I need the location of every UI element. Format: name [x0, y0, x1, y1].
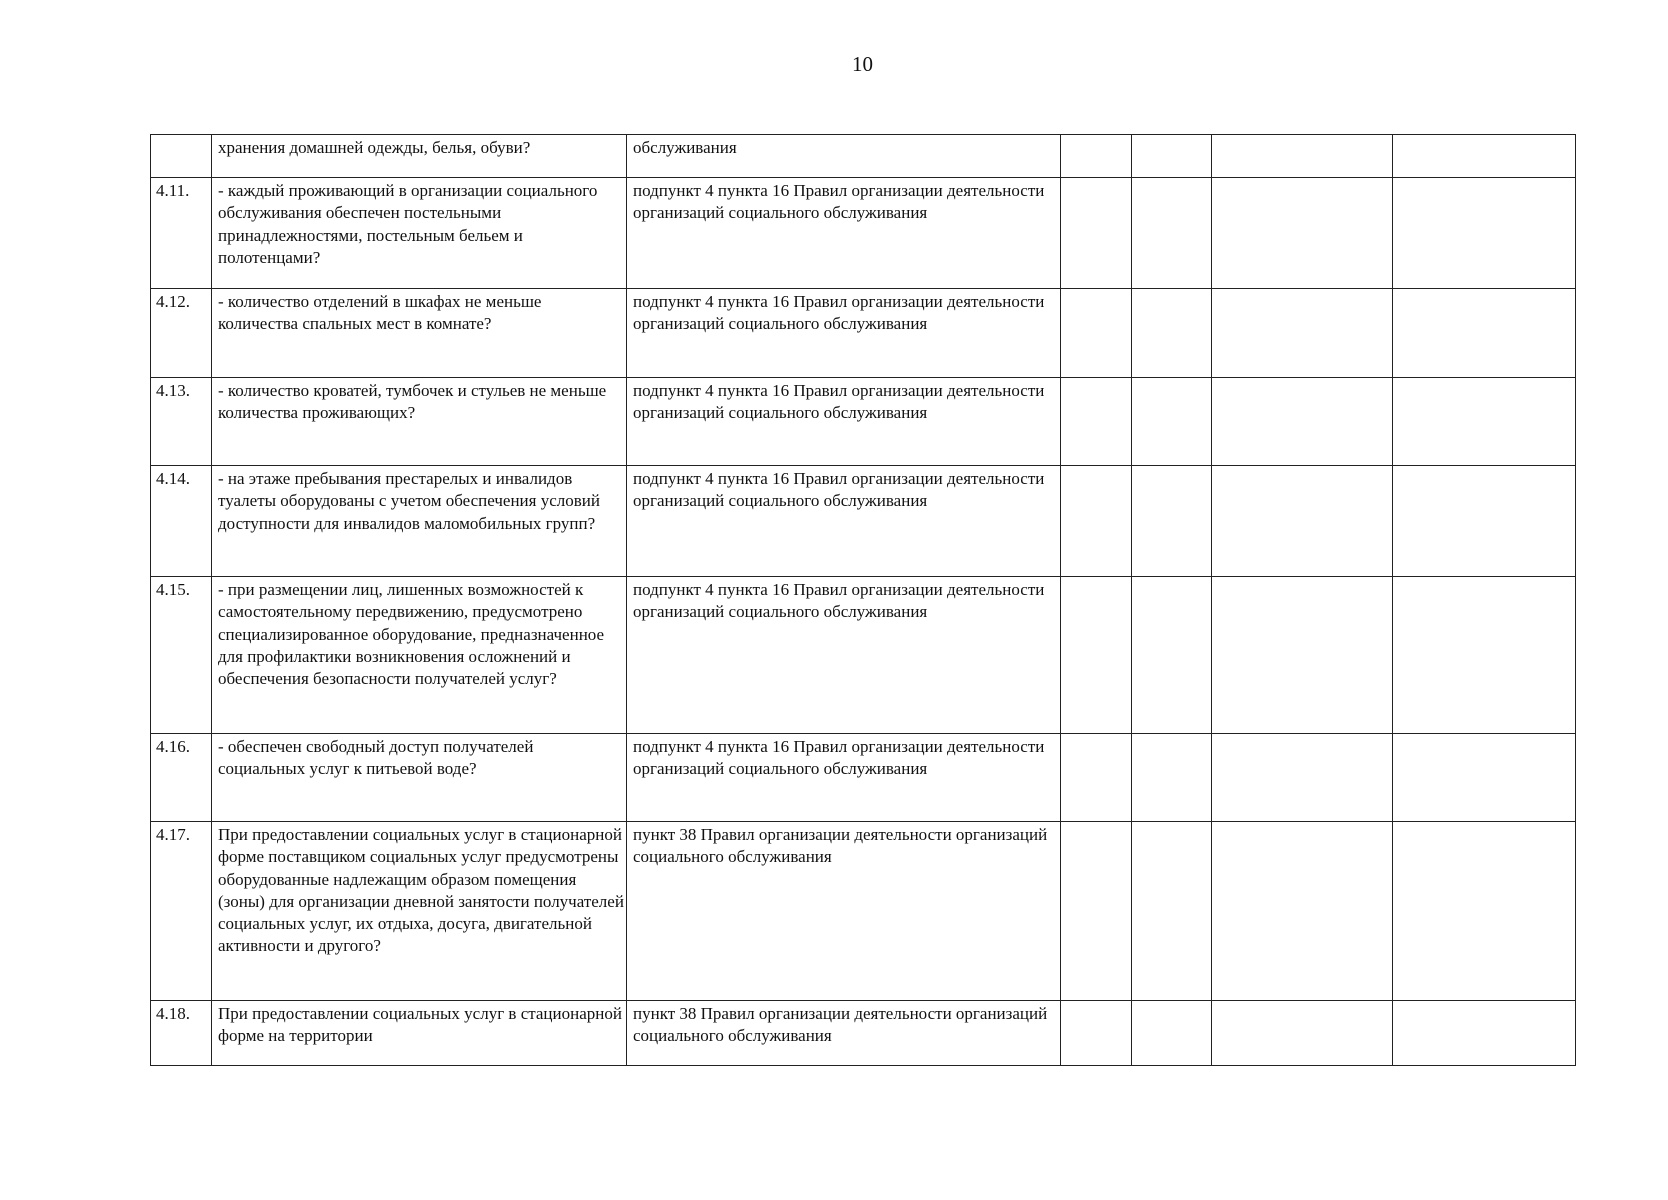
table-row: [151, 289, 1576, 378]
empty-cell: [1061, 822, 1132, 1001]
page-number: 10: [852, 52, 873, 76]
reference-cell: пункт 38 Правил организации деятельности организаций социального обслуживания: [627, 1001, 1061, 1066]
empty-cell: [1212, 178, 1393, 289]
row-number: 4.14.: [151, 466, 212, 577]
empty-cell: [1212, 135, 1393, 178]
empty-cell: [1061, 466, 1132, 577]
empty-cell: [1212, 822, 1393, 1001]
table-row: [151, 734, 1576, 822]
reference-cell: подпункт 4 пункта 16 Правил организации деятельности организаций социального обслуживания: [627, 178, 1061, 289]
empty-cell: [1393, 1001, 1576, 1066]
reference-cell: подпункт 4 пункта 16 Правил организации деятельности организаций социального обслуживания: [627, 466, 1061, 577]
empty-cell: [1212, 1001, 1393, 1066]
empty-cell: [1132, 378, 1212, 466]
empty-cell: [1061, 1001, 1132, 1066]
reference-cell: подпункт 4 пункта 16 Правил организации деятельности организаций социального обслуживания: [627, 289, 1061, 378]
row-number: 4.15.: [151, 577, 212, 734]
empty-cell: [1393, 178, 1576, 289]
question-cell: - количество кроватей, тумбочек и стульев не меньше количества проживающих?: [212, 378, 627, 466]
row-number: 4.17.: [151, 822, 212, 1001]
empty-cell: [1212, 289, 1393, 378]
question-cell: При предоставлении социальных услуг в стационарной форме на территории: [212, 1001, 627, 1066]
empty-cell: [1393, 378, 1576, 466]
empty-cell: [1212, 577, 1393, 734]
empty-cell: [1061, 178, 1132, 289]
empty-cell: [1393, 734, 1576, 822]
empty-cell: [1132, 466, 1212, 577]
empty-cell: [1212, 734, 1393, 822]
empty-cell: [1393, 289, 1576, 378]
empty-cell: [1132, 577, 1212, 734]
empty-cell: [1061, 289, 1132, 378]
question-cell: - каждый проживающий в организации социального обслуживания обеспечен постельными принадлежностями, постельным бельем и полотенцами?: [212, 178, 627, 289]
table-row: [151, 577, 1576, 734]
reference-cell: пункт 38 Правил организации деятельности организаций социального обслуживания: [627, 822, 1061, 1001]
question-cell: При предоставлении социальных услуг в стационарной форме поставщиком социальных услуг предусмотрены оборудованные надлежащим образом помещения (зоны) для организации дневной занятости получателей социальных услуг, их отдыха, досуга, двигательной активности и другого?: [212, 822, 627, 1001]
empty-cell: [1393, 822, 1576, 1001]
question-cell: - на этаже пребывания престарелых и инвалидов туалеты оборудованы с учетом обеспечения условий доступности для инвалидов маломобильных групп?: [212, 466, 627, 577]
row-number: 4.16.: [151, 734, 212, 822]
reference-cell: обслуживания: [627, 135, 1061, 178]
table-row: [151, 178, 1576, 289]
row-number: 4.13.: [151, 378, 212, 466]
empty-cell: [1132, 734, 1212, 822]
reference-cell: подпункт 4 пункта 16 Правил организации деятельности организаций социального обслуживания: [627, 378, 1061, 466]
question-cell: - количество отделений в шкафах не меньше количества спальных мест в комнате?: [212, 289, 627, 378]
empty-cell: [1061, 577, 1132, 734]
question-cell: - обеспечен свободный доступ получателей социальных услуг к питьевой воде?: [212, 734, 627, 822]
question-cell: хранения домашней одежды, белья, обуви?: [212, 135, 627, 178]
table-row: [151, 1001, 1576, 1066]
empty-cell: [1061, 135, 1132, 178]
empty-cell: [1132, 178, 1212, 289]
reference-cell: подпункт 4 пункта 16 Правил организации деятельности организаций социального обслуживания: [627, 734, 1061, 822]
empty-cell: [1393, 466, 1576, 577]
empty-cell: [1132, 1001, 1212, 1066]
row-number: [151, 135, 212, 178]
reference-cell: подпункт 4 пункта 16 Правил организации деятельности организаций социального обслуживания: [627, 577, 1061, 734]
table-row: [151, 378, 1576, 466]
row-number: 4.12.: [151, 289, 212, 378]
empty-cell: [1393, 577, 1576, 734]
empty-cell: [1061, 734, 1132, 822]
row-number: 4.18.: [151, 1001, 212, 1066]
empty-cell: [1132, 135, 1212, 178]
empty-cell: [1132, 289, 1212, 378]
empty-cell: [1393, 135, 1576, 178]
empty-cell: [1132, 822, 1212, 1001]
table-row: [151, 466, 1576, 577]
empty-cell: [1212, 466, 1393, 577]
question-cell: - при размещении лиц, лишенных возможностей к самостоятельному передвижению, предусмотрено специализированное оборудование, предназначенное для профилактики возникновения осложнений и обеспечения безопасности получателей услуг?: [212, 577, 627, 734]
empty-cell: [1061, 378, 1132, 466]
table-row: [151, 135, 1576, 178]
checklist-table: [150, 134, 1576, 1066]
empty-cell: [1212, 378, 1393, 466]
table-row: [151, 822, 1576, 1001]
row-number: 4.11.: [151, 178, 212, 289]
